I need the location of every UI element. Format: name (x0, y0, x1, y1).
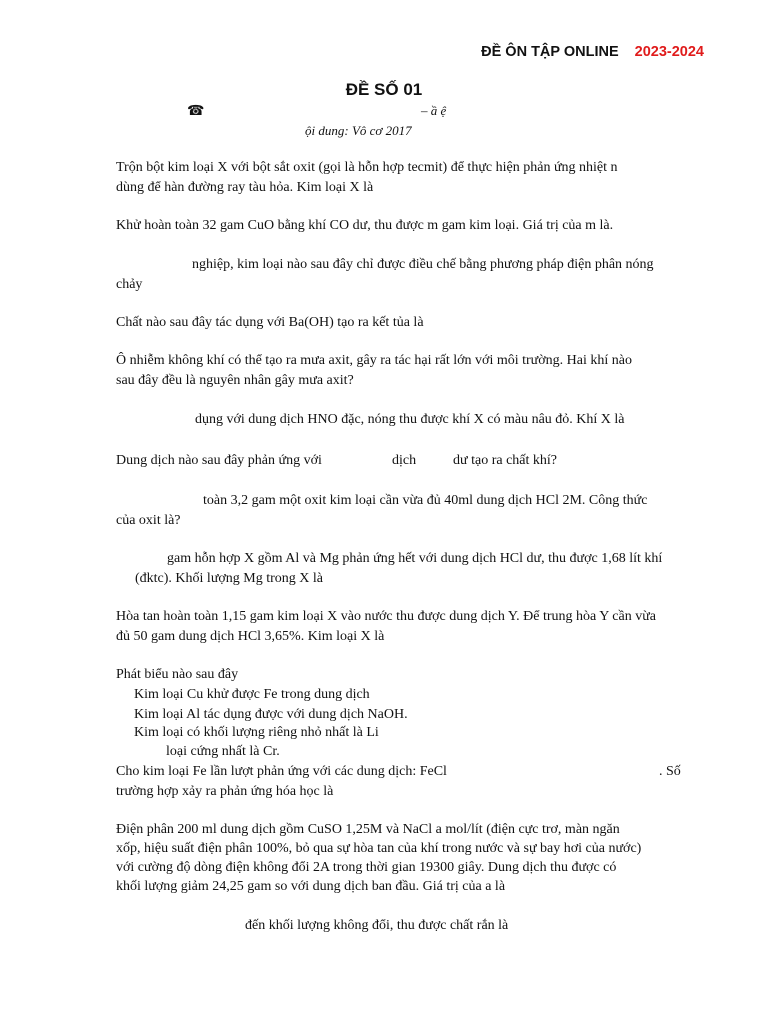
text-line: Chất nào sau đây tác dụng với Ba(OH) tạo ra kết tủa là (116, 315, 424, 330)
content-topic: ội dung: Vô cơ 2017 (305, 123, 412, 138)
page-title: ĐỀ SỐ 01 (345, 80, 423, 99)
text-line: Cho kim loại Fe lần lượt phản ứng với các dung dịch: FeCl (116, 764, 447, 779)
text-line: Kim loại Cu khử được Fe trong dung dịch (134, 687, 370, 702)
text-line: dùng để hàn đường ray tàu hỏa. Kim loại X là (116, 180, 374, 195)
exam-year: 2023-2024 (634, 44, 704, 60)
text-line: dụng với dung dịch HNO đặc, nóng thu được khí X có màu nâu đỏ. Khí X là (195, 412, 625, 427)
exam-header (481, 44, 704, 60)
text-line: đủ 50 gam dung dịch HCl 3,65%. Kim loại X là (116, 629, 385, 644)
text-line: đến khối lượng không đổi, thu được chất rắn là (245, 918, 509, 933)
text-line: dịch (392, 453, 417, 468)
text-line: của oxit là? (116, 513, 181, 528)
text-line: xốp, hiệu suất điện phân 100%, bỏ qua sự hòa tan của khí trong nước và sự bay hơi của nước) (116, 841, 642, 856)
text-line: nghiệp, kim loại nào sau đây chỉ được điều chế bằng phương pháp điện phân nóng (192, 257, 654, 272)
text-line: Ô nhiễm không khí có thể tạo ra mưa axit, gây ra tác hại rất lớn với môi trường. Hai khí nào (116, 353, 632, 368)
text-line: chảy (116, 277, 143, 292)
exam-header-label: ĐỀ ÔN TẬP ONLINE (481, 44, 619, 60)
text-line: loại cứng nhất là Cr. (166, 744, 280, 759)
text-line: Hòa tan hoàn toàn 1,15 gam kim loại X vào nước thu được dung dịch Y. Để trung hòa Y cần vừa (116, 609, 657, 624)
text-line: Điện phân 200 ml dung dịch gồm CuSO 1,25M và NaCl a mol/lít (điện cực trơ, màn ngăn (116, 822, 620, 837)
text-line: với cường độ dòng điện không đổi 2A trong thời gian 19300 giây. Dung dịch thu được có (116, 860, 617, 875)
text-line: sau đây đều là nguyên nhân gây mưa axit? (116, 373, 354, 388)
text-line: toàn 3,2 gam một oxit kim loại cần vừa đủ 40ml dung dịch HCl 2M. Công thức (203, 493, 648, 508)
text-line: khối lượng giảm 24,25 gam so với dung dịch ban đầu. Giá trị của a là (116, 879, 506, 894)
text-line: Trộn bột kim loại X với bột sắt oxit (gọi là hỗn hợp tecmit) để thực hiện phản ứng nhiệt n (116, 160, 618, 175)
text-line: Dung dịch nào sau đây phản ứng với (116, 453, 322, 468)
text-line: (đktc). Khối lượng Mg trong X là (135, 571, 324, 586)
text-line: Khử hoàn toàn 32 gam CuO bằng khí CO dư, thu được m gam kim loại. Giá trị của m là. (116, 218, 614, 233)
text-line: trường hợp xảy ra phản ứng hóa học là (116, 784, 334, 799)
text-line: gam hỗn hợp X gồm Al và Mg phản ứng hết với dung dịch HCl dư, thu được 1,68 lít khí (167, 551, 663, 566)
phone-icon: ☎ (187, 103, 205, 119)
text-line: dư tạo ra chất khí? (453, 453, 557, 468)
text-line: Kim loại có khối lượng riêng nhỏ nhất là Li (134, 725, 379, 740)
text-line: Phát biểu nào sau đây (116, 667, 239, 682)
text-line: Kim loại Al tác dụng được với dung dịch NaOH. (134, 707, 408, 722)
text-line: . Số (659, 764, 681, 779)
subtitle-fragment: – ầ ệ (421, 103, 447, 118)
